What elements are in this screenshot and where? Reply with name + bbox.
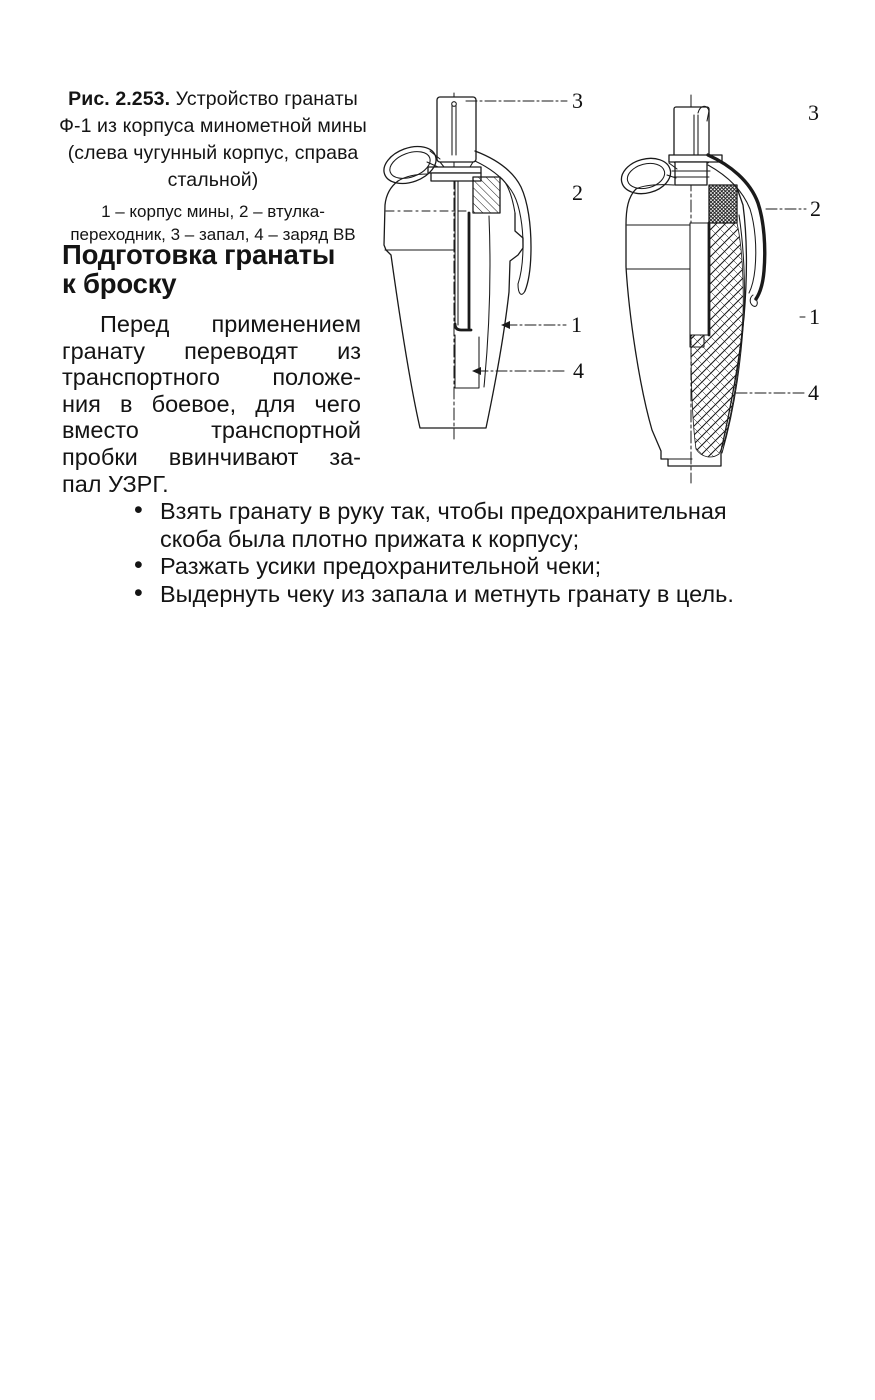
paragraph-line: Перед применением bbox=[100, 311, 361, 337]
leader-arrow-4 bbox=[472, 367, 481, 375]
callout-fuze: 3 bbox=[572, 88, 583, 113]
figure-title: Устройство гранаты Ф-1 из корпуса минометной мины (слева чугунный корпус, справа стальной) bbox=[59, 88, 367, 191]
callout-charge: 4 bbox=[573, 358, 584, 383]
body-paragraph bbox=[62, 311, 361, 497]
adapter-bushing-hatched bbox=[709, 185, 737, 223]
body-shoulder-right bbox=[500, 177, 515, 213]
inner-casing-line bbox=[484, 216, 490, 387]
paragraph-line: гранату переводят из bbox=[62, 337, 361, 364]
section-heading bbox=[62, 240, 364, 298]
callout-adapter: 2 bbox=[572, 180, 583, 205]
callout-adapter: 2 bbox=[810, 196, 821, 221]
paragraph-line: вместо транспортной bbox=[62, 417, 361, 444]
cap-base-taper bbox=[440, 162, 473, 167]
safety-pin-ring-outer bbox=[617, 153, 674, 199]
bullet-item: • Разжать усики предохранительной чеки; bbox=[133, 553, 781, 581]
fuze-well bbox=[690, 223, 709, 335]
fuze-flange bbox=[428, 167, 481, 173]
illustration-right-grenade bbox=[612, 85, 837, 500]
adapter-bushing-hatched bbox=[473, 177, 500, 213]
safety-lever-tip bbox=[518, 284, 525, 294]
figure-caption bbox=[56, 86, 370, 246]
callout-charge: 4 bbox=[808, 380, 819, 405]
fuze-collar bbox=[675, 162, 707, 185]
paragraph-line: транспортного положе- bbox=[62, 364, 361, 391]
heading-line: Подготовка гранаты bbox=[62, 239, 336, 270]
paragraph-line: ния в боевое, для чего bbox=[62, 390, 361, 417]
bullet-item: • Выдернуть чеку из запала и метнуть гранату в цель. bbox=[133, 581, 781, 609]
callout-fuze: 3 bbox=[808, 100, 819, 125]
paragraph-line: пробки ввинчивают за- bbox=[62, 443, 361, 470]
callout-body: 1 bbox=[809, 304, 820, 329]
safety-pin-ring-outer bbox=[379, 140, 441, 190]
figure-caption-text bbox=[56, 86, 370, 194]
callout-body: 1 bbox=[571, 312, 582, 337]
safety-pin-ring-inner bbox=[386, 147, 434, 184]
bullet-item: • Взять гранату в руку так, чтобы предохранительная скоба была плотно прижата к корпусу; bbox=[133, 498, 781, 553]
safety-lever-outer bbox=[475, 151, 531, 291]
figure-number-label: Рис. 2.253. bbox=[68, 88, 171, 110]
inner-step bbox=[455, 335, 479, 388]
bullet-list bbox=[133, 498, 781, 608]
figure-legend: 1 – корпус мины, 2 – втулка-переходник, 3 – запал, 4 – заряд ВВ bbox=[70, 202, 356, 244]
paragraph-line: пал УЗРГ. bbox=[62, 470, 169, 497]
fuze-well-walls bbox=[455, 181, 458, 325]
heading-line: к броску bbox=[62, 268, 177, 299]
illustration-left-grenade bbox=[378, 85, 603, 495]
